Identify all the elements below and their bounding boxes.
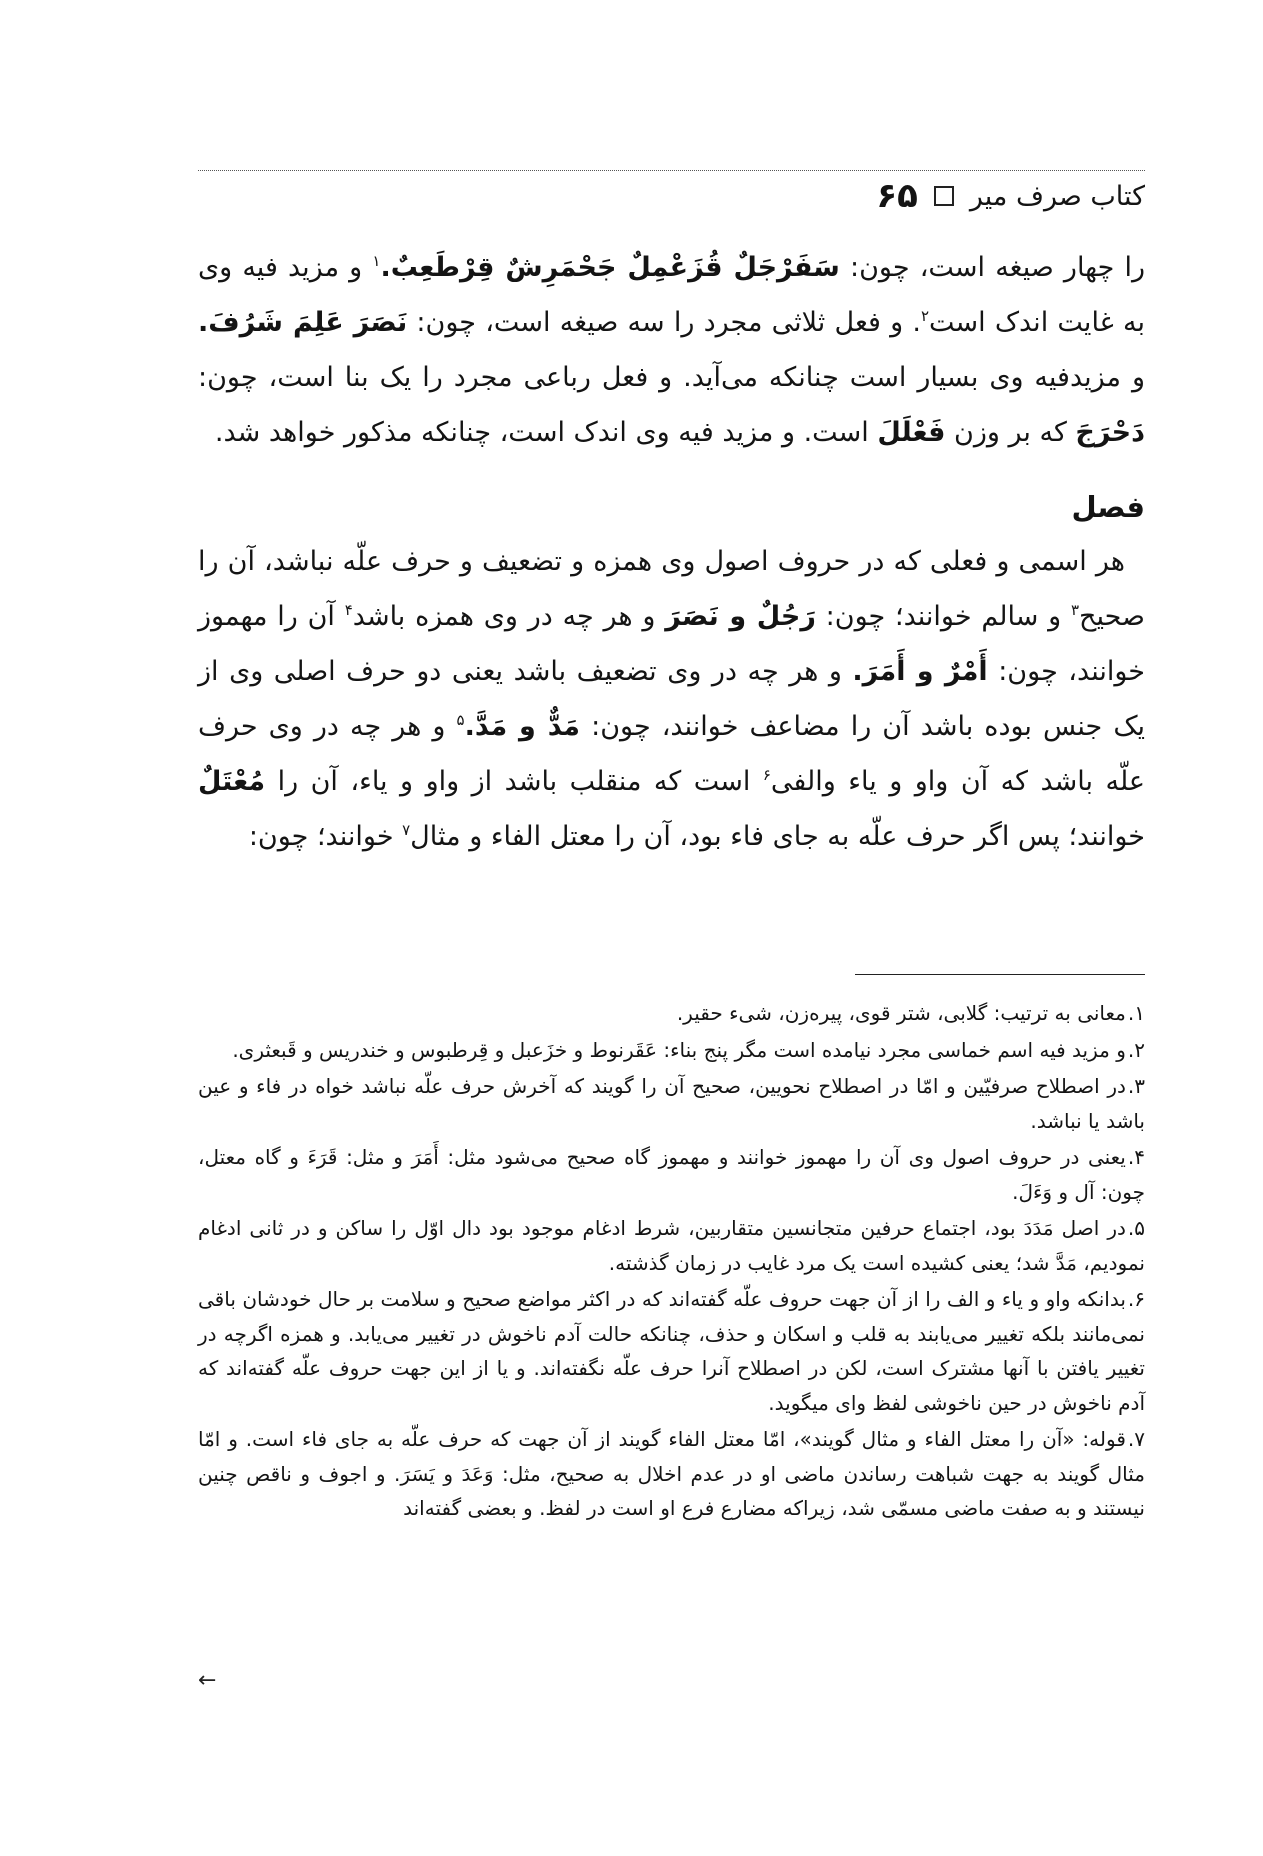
footnote-ref-2[interactable]: ۲	[920, 307, 929, 325]
footnote-ref-7[interactable]: ۷	[402, 821, 411, 839]
continuation-arrow-icon: ←	[198, 1668, 217, 1693]
example-triliteral-verbs: نَصَرَ عَلِمَ شَرُفَ.	[198, 307, 408, 338]
example-mutall: مُعْتَلٌ	[198, 766, 266, 797]
footnote-4: ۴.یعنی در حروف اصول وی آن را مهموز خوانند و مهموز گاه صحیح می‌شود مثل: أَمَرَ و مثل: قَرَءَ و گاه معتل، چون: آل و وَءَلَ.	[198, 1145, 1145, 1204]
footnote-1: ۱.معانی به ترتیب: گلابی، شتر قوی، پیره‌زن، شیء حقیر.	[676, 1001, 1145, 1025]
footnote-6: ۶.بدانکه واو و یاء و الف را از آن جهت حروف علّه گفته‌اند که در اکثر مواضع صحیح و سلامت بر حال خودشان باقی نمی‌مانند بلکه تغییر می‌یابند به قلب و اسکان و حذف، چنانکه حالت آدم ناخوش در تغییر می‌یابد. و همزه اگرچه در تغییر یافتن با آنها مشترک است، لکن در اصطلاح آنرا حرف علّه نگفته‌اند. و یا از این جهت حروف علّه گفته‌اند که آدم ناخوش در حین ناخوشی لفظ وای میگوید.	[198, 1287, 1145, 1415]
footnote-3: ۳.در اصطلاح صرفیّین و امّا در اصطلاح نحویین، صحیح آن را گویند که آخرش حرف علّه نباشد خواه در فاء و عین باشد یا نباشد.	[198, 1074, 1145, 1133]
footnote-ref-1[interactable]: ۱	[372, 252, 381, 270]
main-text	[198, 240, 1145, 864]
paragraph-1: را چهار صیغه است، چون: سَفَرْجَلٌ قُزَعْمِلٌ جَحْمَرِشٌ قِرْطَعِبٌ.$^۱$ و مزید فیه وی به غایت اندک است$^۲$. و فعل ثلاثی مجرد را سه صیغه است، چون: نَصَرَ عَلِمَ شَرُفَ. و مزیدفیه وی بسیار است چنانکه می‌آید. و فعل رباعی مجرد را یک بنا است، چون: دَحْرَجَ که بر وزن فَعْلَلَ است. و مزید فیه وی اندک است، چنانکه مذکور خواهد شد.	[198, 252, 1145, 448]
page-number: ۶۵	[876, 176, 918, 216]
example-falala: فَعْلَلَ	[877, 417, 946, 448]
footnote-7: ۷.قوله: «آن را معتل الفاء و مثال گویند»، امّا معتل الفاء گویند از آن جهت که حرف علّه به جای فاء است. و امّا مثال گویند به جهت شباهت رساندن ماضی او در عدم اخلال به صحیح، مثل: وَعَدَ و یَسَرَ. و اجوف و ناقص چنین نیستند و به صفت ماضی مسمّی شد، زیراکه مضارع فرع او است در لفظ. و بعضی گفته‌اند	[198, 1427, 1145, 1520]
footnote-ref-6[interactable]: ۶	[762, 766, 771, 784]
square-box-icon	[934, 186, 954, 206]
paragraph-2: هر اسمی و فعلی که در حروف اصول وی همزه و تضعیف و حرف علّه نباشد، آن را صحیح$^۳$ و سالم خوانند؛ چون: رَجُلٌ و نَصَرَ و هر چه در وی همزه باشد$^۴$ آن را مهموز خوانند، چون: أَمْرٌ و أَمَرَ. و هر چه در وی تضعیف باشد یعنی دو حرف اصلی وی از یک جنس بوده باشد آن را مضاعف خوانند، چون: مَدٌّ و مَدَّ.$^۵$ و هر چه در وی حرف علّه باشد که آن واو و یاء والفی$^۶$ است که منقلب باشد از واو و یاء، آن را مُعْتَلٌ خوانند؛ پس اگر حرف علّه به جای فاء بود، آن را معتل الفاء و مثال$^۷$ خوانند؛ چون:	[198, 546, 1145, 852]
example-sahih: رَجُلٌ و نَصَرَ	[665, 601, 816, 632]
footnote-ref-3[interactable]: ۳	[1070, 601, 1080, 619]
example-dahraja: دَحْرَجَ	[1075, 417, 1145, 448]
footnote-ref-4[interactable]: ۴	[344, 601, 353, 619]
example-mahmuz: أَمْرٌ و أَمَرَ.	[852, 656, 988, 687]
footnote-rule	[855, 974, 1145, 975]
footnote-ref-5[interactable]: ۵	[456, 711, 465, 729]
footnote-5: ۵.در اصل مَدَدَ بود، اجتماع حرفین متجانسین متقاربین، شرط ادغام موجود بود دال اوّل را ساکن و در ثانی ادغام نمودیم، مَدَّ شد؛ یعنی کشیده است یک مرد غایب در زمان گذشته.	[198, 1216, 1145, 1275]
example-mudaaf: مَدٌّ و مَدَّ.	[464, 711, 581, 742]
header-rule	[198, 170, 1145, 171]
section-heading: فصل	[1071, 490, 1145, 524]
footnote-2: ۲.و مزید فیه اسم خماسی مجرد نیامده است مگر پنج بناء: عَقَرنوط و خزَعبل و قِرطبوس و خندریس و قَبعثری.	[232, 1037, 1145, 1062]
example-quadriliteral-nouns: سَفَرْجَلٌ قُزَعْمِلٌ جَحْمَرِشٌ قِرْطَعِبٌ.	[380, 252, 840, 283]
footnotes	[198, 996, 1145, 1528]
book-title: کتاب صرف میر	[969, 180, 1145, 212]
running-head	[198, 176, 1145, 216]
